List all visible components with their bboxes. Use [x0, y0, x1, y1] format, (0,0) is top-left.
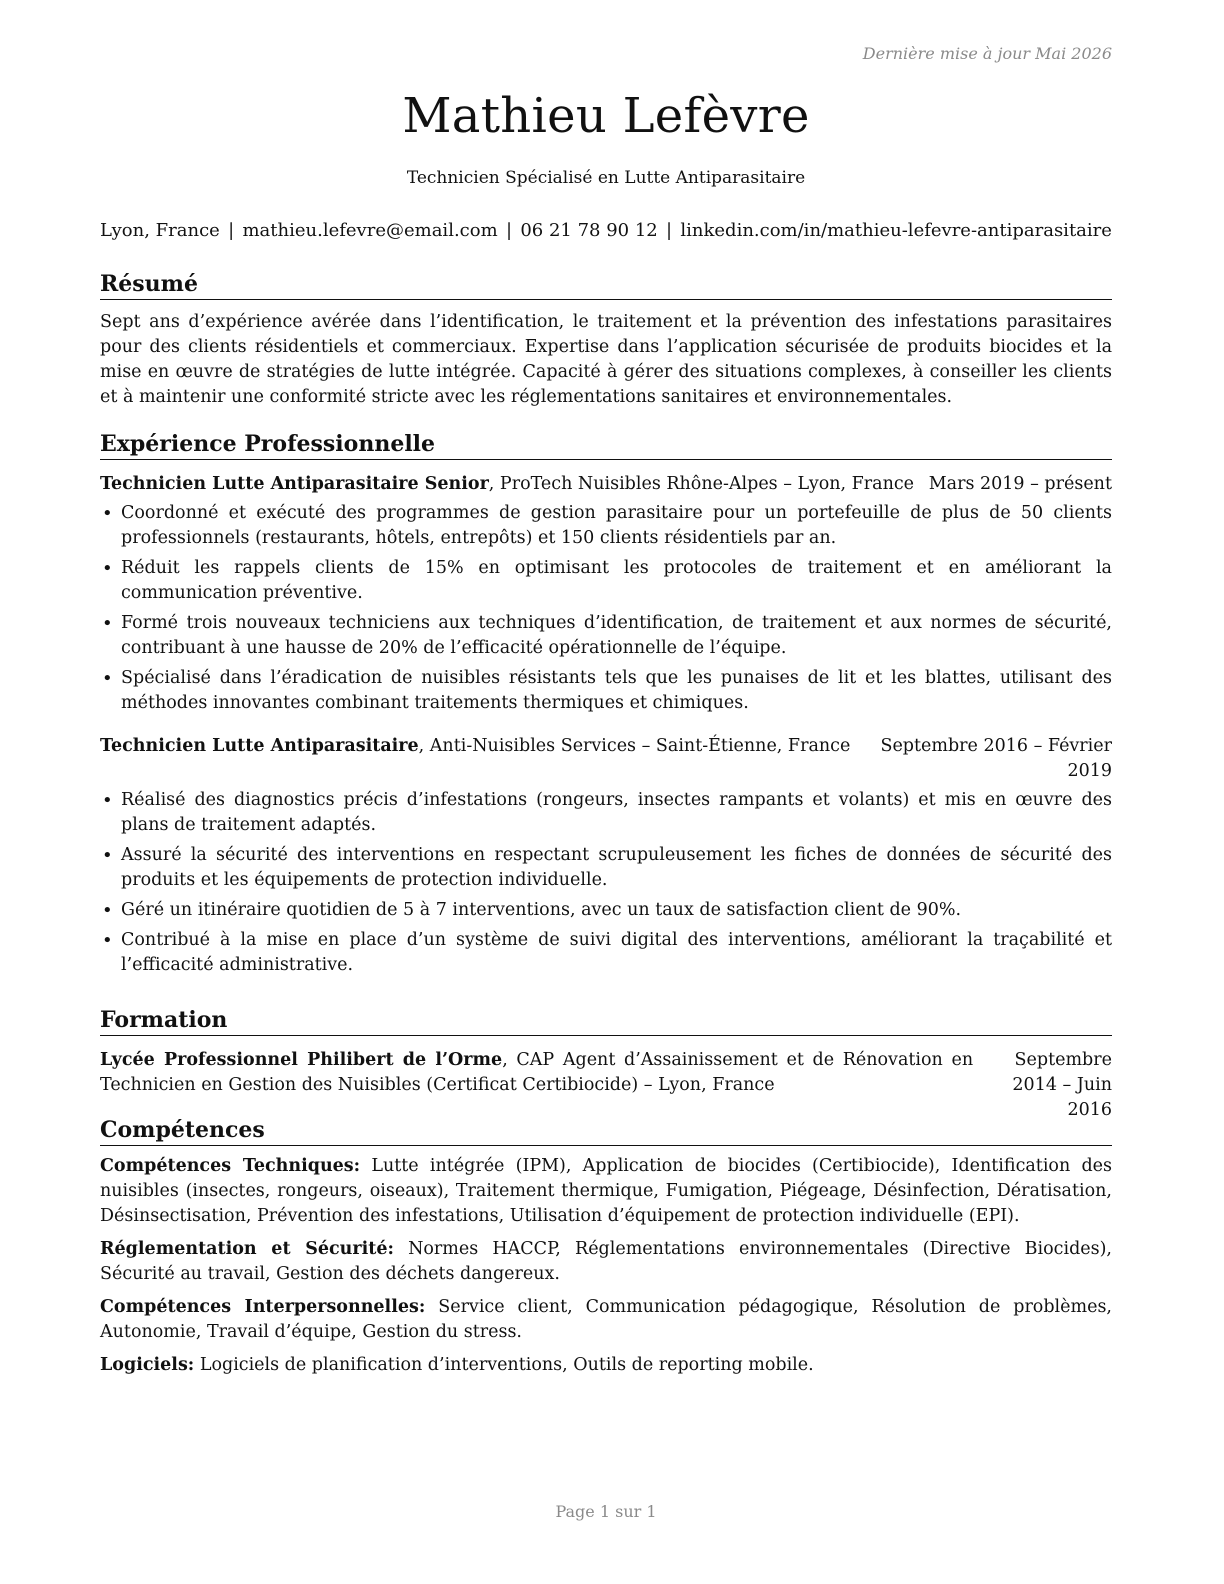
skill-text: Normes HACCP, Réglementations environnementales (Directive Biocides), Sécurité au travail, Gestion des déchets dangereux. [100, 1239, 1112, 1284]
school-name: Lycée Professionnel Philibert de l’Orme [100, 1050, 503, 1070]
job-header [100, 472, 1112, 497]
contact-separator: | [505, 220, 513, 241]
job-title: Technicien Spécialisé en Lutte Antiparasitaire [406, 168, 806, 188]
skill-label: Compétences Interpersonnelles: [100, 1297, 426, 1317]
job-dates: Mars 2019 – présent [928, 474, 1112, 494]
skill-text: Logiciels de planification d’interventions, Outils de reporting mobile. [194, 1355, 814, 1375]
job-title-line [100, 734, 850, 784]
section-title: Compétences [100, 1116, 1112, 1146]
list-item: • Géré un itinéraire quotidien de 5 à 7 interventions, avec un taux de satisfaction client de 90%. [100, 898, 1112, 923]
candidate-name: Mathieu Lefèvre [402, 88, 810, 144]
page-number: Page 1 sur 1 [555, 1502, 657, 1521]
job-company: , ProTech Nuisibles Rhône-Alpes – Lyon, France [488, 474, 915, 494]
list-item: • Formé trois nouveaux techniciens aux techniques d’identification, de traitement et aux normes de sécurité, contribuant à une hausse de 20% de l’efficacité opérationnelle de l’équipe. [100, 611, 1112, 661]
list-item: • Coordonné et exécuté des programmes de gestion parasitaire pour un portefeuille de plus de 50 clients professionnels (restaurants, hôtels, entrepôts) et 150 clients résidentiels par an. [100, 501, 1112, 551]
contact-linkedin[interactable]: linkedin.com/in/mathieu-lefevre-antiparasitaire [680, 220, 1112, 241]
education-section [100, 1006, 1112, 1123]
summary-text: Sept ans d’expérience avérée dans l’identification, le traitement et la prévention des infestations parasitaires pour des clients résidentiels et commerciaux. Expertise dans l’application sécurisée de produits biocides et la mise en œuvre de stratégies de lutte intégrée. Capacité à gérer des situations complexes, à conseiller les clients et à maintenir une conformité stricte avec les réglementations sanitaires et environnementales. [100, 312, 1112, 407]
skill-text: Lutte intégrée (IPM), Application de biocides (Certibiocide), Identification des nuisibles (insectes, rongeurs, oiseaux), Traitement thermique, Fumigation, Piégeage, Désinfection, Dératisation, Désinsectisation, Prévention des infestations, Utilisation d’équipement de protection individuelle (EPI). [100, 1156, 1112, 1226]
list-item: • Réduit les rappels clients de 15% en optimisant les protocoles de traitement et en améliorant la communication préventive. [100, 556, 1112, 606]
education-entry [100, 1048, 1112, 1123]
education-dates: Septembre 2014 – Juin 2016 [1012, 1050, 1112, 1120]
skills-section [100, 1116, 1112, 1378]
contact-separator: | [228, 220, 235, 241]
job-company: , Anti-Nuisibles Services – Saint-Étienne, France [418, 736, 851, 756]
job-dates: Septembre 2016 – Février 2019 [880, 736, 1112, 781]
job-header [100, 734, 1112, 784]
job-bullets [100, 788, 1112, 978]
skill-label: Compétences Techniques: [100, 1156, 361, 1176]
education-details: , CAP Agent d’Assainissement et de Rénovation en Technicien en Gestion des Nuisibles (Certificat Certibiocide) – Lyon, France [100, 1050, 974, 1095]
job-bullets [100, 501, 1112, 716]
section-title: Résumé [100, 270, 1112, 300]
skill-text: Service client, Communication pédagogique, Résolution de problèmes, Autonomie, Travail d’équipe, Gestion du stress. [100, 1297, 1112, 1342]
contact-location: Lyon, France [100, 220, 220, 241]
skill-label: Logiciels: [100, 1355, 195, 1375]
list-item: • Contribué à la mise en place d’un système de suivi digital des interventions, améliorant la traçabilité et l’efficacité administrative. [100, 928, 1112, 978]
contact-email[interactable]: mathieu.lefevre@email.com [242, 220, 498, 241]
job-title-line [100, 472, 914, 497]
summary-section [100, 270, 1112, 410]
contact-phone[interactable]: 06 21 78 90 12 [520, 220, 658, 241]
list-item: • Réalisé des diagnostics précis d’infestations (rongeurs, insectes rampants et volants) et mis en œuvre des plans de traitement adaptés. [100, 788, 1112, 838]
section-title: Expérience Professionnelle [100, 430, 1112, 460]
list-item: • Assuré la sécurité des interventions en respectant scrupuleusement les fiches de données de sécurité des produits et les équipements de protection individuelle. [100, 843, 1112, 893]
skill-group [100, 1295, 1112, 1345]
experience-section [100, 430, 1112, 983]
job-role: Technicien Lutte Antiparasitaire [100, 736, 419, 756]
list-item: • Spécialisé dans l’éradication de nuisibles résistants tels que les punaises de lit et les blattes, utilisant des méthodes innovantes combinant traitements thermiques et chimiques. [100, 666, 1112, 716]
skill-group [100, 1237, 1112, 1287]
education-line [100, 1048, 973, 1123]
skill-group [100, 1353, 1112, 1378]
contact-line [100, 220, 1112, 241]
skill-label: Réglementation et Sécurité: [100, 1239, 394, 1259]
skill-group [100, 1154, 1112, 1229]
contact-separator: | [666, 220, 673, 241]
last-updated: Dernière mise à jour Mai 2026 [862, 44, 1112, 63]
section-title: Formation [100, 1006, 1112, 1036]
job-role: Technicien Lutte Antiparasitaire Senior [100, 474, 489, 494]
